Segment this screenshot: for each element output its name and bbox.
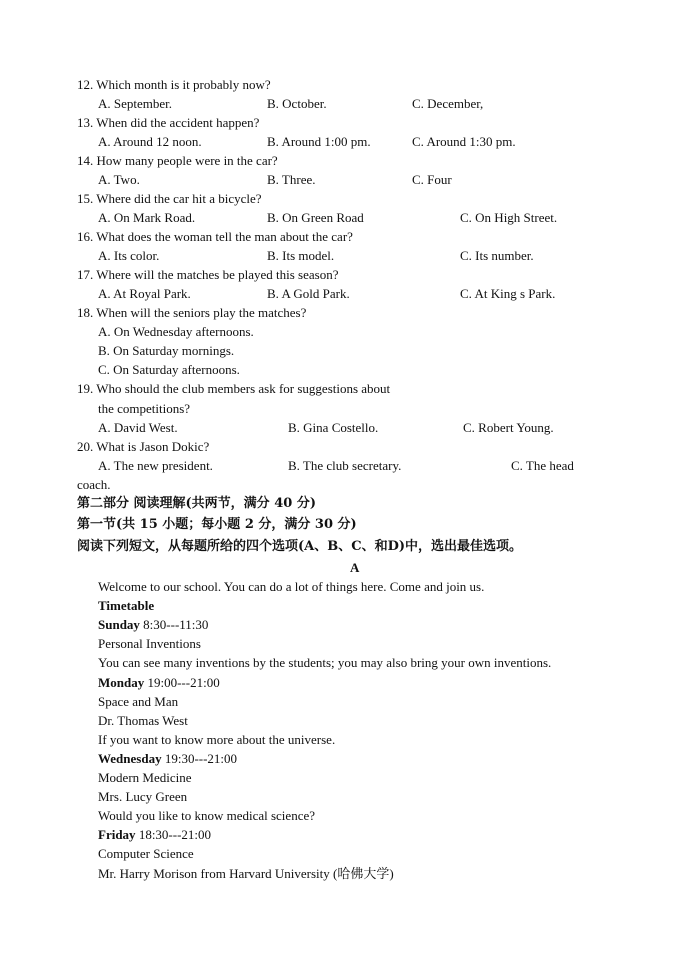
event-friday: [98, 825, 211, 844]
q16-option-c: C. Its number.: [460, 248, 534, 263]
section-2-title: 第二部分 阅读理解(共两节，满分 40 分): [77, 496, 316, 511]
passage-intro: Welcome to our school. You can do a lot of things here. Come and join us.: [98, 579, 485, 594]
event-time: 8:30---11:30: [139, 617, 209, 632]
q19-option-c: C. Robert Young.: [463, 420, 554, 435]
q16-option-b: B. Its model.: [267, 248, 335, 263]
event-speaker: Mrs. Lucy Green: [98, 789, 188, 804]
question-19-stem: 19. Who should the club members ask for suggestions about: [77, 381, 391, 396]
question-18-stem: 18. When will the seniors play the matches?: [77, 305, 307, 320]
q18-option-c: C. On Saturday afternoons.: [98, 362, 240, 377]
event-monday: [98, 673, 220, 692]
q13-option-c: C. Around 1:30 pm.: [412, 134, 516, 149]
event-speaker: Dr. Thomas West: [98, 713, 188, 728]
q17-option-c: C. At King s Park.: [460, 286, 556, 301]
question-14-stem: 14. How many people were in the car?: [77, 153, 278, 168]
q18-option-a: A. On Wednesday afternoons.: [98, 324, 254, 339]
question-20-stem: 20. What is Jason Dokic?: [77, 439, 210, 454]
q17-option-a: A. At Royal Park.: [98, 286, 191, 301]
event-title: Personal Inventions: [98, 636, 201, 651]
question-16-stem: 16. What does the woman tell the man about the car?: [77, 229, 353, 244]
question-12-stem: 12. Which month is it probably now?: [77, 77, 271, 92]
event-sunday: [98, 615, 208, 634]
timetable-label: Timetable: [98, 598, 155, 613]
event-wednesday: [98, 749, 237, 768]
event-speaker: Mr. Harry Morison from Harvard University (哈佛大学): [98, 866, 394, 881]
event-day: Wednesday: [98, 751, 162, 766]
event-day: Friday: [98, 827, 136, 842]
question-17-stem: 17. Where will the matches be played this season?: [77, 267, 339, 282]
q12-option-c: C. December,: [412, 96, 484, 111]
event-time: 19:00---21:00: [144, 675, 220, 690]
q20-option-c: C. The head: [511, 458, 574, 473]
q19-option-a: A. David West.: [98, 420, 178, 435]
q19-option-b: B. Gina Costello.: [288, 420, 379, 435]
q15-option-b: B. On Green Road: [267, 210, 364, 225]
event-title: Computer Science: [98, 846, 194, 861]
q16-option-a: A. Its color.: [98, 248, 160, 263]
passage-letter: A: [350, 560, 360, 575]
event-title: Space and Man: [98, 694, 179, 709]
q20-option-a: A. The new president.: [98, 458, 213, 473]
q17-option-b: B. A Gold Park.: [267, 286, 350, 301]
event-description: You can see many inventions by the students; you may also bring your own inventions.: [98, 655, 552, 670]
q13-option-a: A. Around 12 noon.: [98, 134, 202, 149]
q12-option-b: B. October.: [267, 96, 327, 111]
event-time: 19:30---21:00: [161, 751, 238, 766]
q20-option-b: B. The club secretary.: [288, 458, 402, 473]
question-19-stem-continued: the competitions?: [98, 401, 191, 416]
q18-option-b: B. On Saturday mornings.: [98, 343, 235, 358]
q14-option-b: B. Three.: [267, 172, 316, 187]
event-description: Would you like to know medical science?: [98, 808, 316, 823]
q15-option-a: A. On Mark Road.: [98, 210, 196, 225]
q14-option-a: A. Two.: [98, 172, 140, 187]
q12-option-a: A. September.: [98, 96, 173, 111]
event-title: Modern Medicine: [98, 770, 192, 785]
event-description: If you want to know more about the universe.: [98, 732, 336, 747]
question-13-stem: 13. When did the accident happen?: [77, 115, 260, 130]
section-1-title: 第一节(共 15 小题；每小题 2 分，满分 30 分): [77, 517, 357, 532]
q13-option-b: B. Around 1:00 pm.: [267, 134, 371, 149]
question-15-stem: 15. Where did the car hit a bicycle?: [77, 191, 262, 206]
q20-option-c-wrap: coach.: [77, 477, 111, 492]
event-day: Sunday: [98, 617, 140, 632]
event-time: 18:30---21:00: [135, 827, 212, 842]
event-day: Monday: [98, 675, 145, 690]
q14-option-c: C. Four: [412, 172, 452, 187]
q15-option-c: C. On High Street.: [460, 210, 558, 225]
reading-instruction: 阅读下列短文，从每题所给的四个选项(A、B、C、和D)中，选出最佳选项。: [77, 539, 522, 554]
